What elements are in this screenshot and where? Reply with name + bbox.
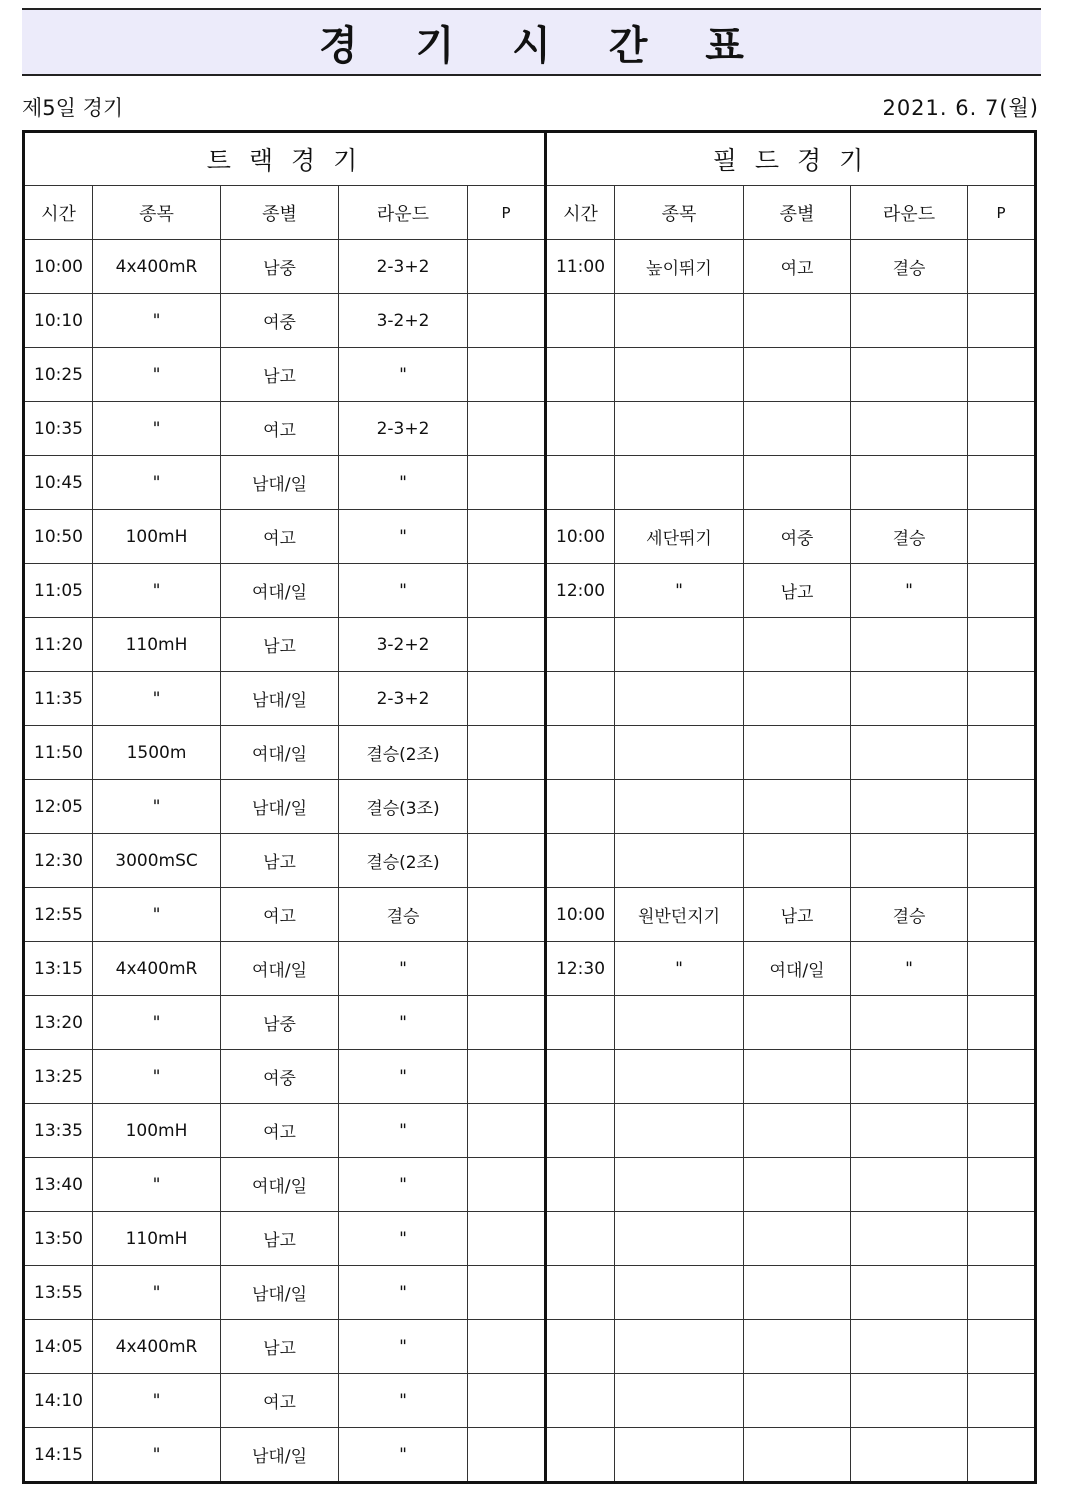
field-time-cell: 12:30 — [546, 942, 615, 996]
field-p-cell — [968, 510, 1036, 564]
track-event-cell: " — [93, 1428, 221, 1483]
field-p-cell — [968, 1158, 1036, 1212]
track-p-cell — [468, 780, 546, 834]
track-header-event: 종목 — [93, 186, 221, 240]
track-class-cell: 남대/일 — [221, 1266, 339, 1320]
field-round-cell — [851, 1050, 968, 1104]
track-round-cell: " — [339, 1320, 468, 1374]
field-round-cell — [851, 996, 968, 1050]
field-p-cell — [968, 294, 1036, 348]
field-event-cell — [615, 1320, 744, 1374]
track-p-cell — [468, 942, 546, 996]
track-event-cell: 110mH — [93, 1212, 221, 1266]
field-event-cell: 원반던지기 — [615, 888, 744, 942]
field-round-cell: " — [851, 942, 968, 996]
track-round-cell: " — [339, 996, 468, 1050]
track-event-cell: " — [93, 564, 221, 618]
field-event-cell — [615, 402, 744, 456]
field-p-cell — [968, 240, 1036, 294]
track-event-cell: 4x400mR — [93, 1320, 221, 1374]
track-p-cell — [468, 348, 546, 402]
field-p-cell — [968, 726, 1036, 780]
track-event-cell: " — [93, 1050, 221, 1104]
field-time-cell — [546, 1104, 615, 1158]
track-p-cell — [468, 1374, 546, 1428]
field-class-cell: 여대/일 — [744, 942, 851, 996]
field-class-cell — [744, 1266, 851, 1320]
field-p-cell — [968, 1104, 1036, 1158]
field-event-cell — [615, 618, 744, 672]
track-p-cell — [468, 1212, 546, 1266]
track-time-cell: 13:50 — [24, 1212, 93, 1266]
track-class-cell: 여고 — [221, 510, 339, 564]
table-row — [24, 1104, 1036, 1158]
field-class-cell — [744, 1158, 851, 1212]
track-time-cell: 10:10 — [24, 294, 93, 348]
table-row — [24, 1374, 1036, 1428]
track-round-cell: " — [339, 1104, 468, 1158]
field-event-cell — [615, 294, 744, 348]
field-class-cell — [744, 456, 851, 510]
track-round-cell: " — [339, 942, 468, 996]
table-row — [24, 726, 1036, 780]
track-time-cell: 10:00 — [24, 240, 93, 294]
field-round-cell: 결승 — [851, 510, 968, 564]
field-round-cell — [851, 780, 968, 834]
track-round-cell: " — [339, 1266, 468, 1320]
section-header-row — [24, 132, 1036, 186]
track-time-cell: 13:55 — [24, 1266, 93, 1320]
field-class-cell — [744, 294, 851, 348]
track-event-cell: " — [93, 780, 221, 834]
track-event-cell: " — [93, 456, 221, 510]
field-time-cell — [546, 402, 615, 456]
track-event-cell: 100mH — [93, 1104, 221, 1158]
track-round-cell: " — [339, 1374, 468, 1428]
field-class-cell — [744, 618, 851, 672]
field-round-cell — [851, 402, 968, 456]
table-row — [24, 996, 1036, 1050]
track-time-cell: 13:20 — [24, 996, 93, 1050]
table-row — [24, 942, 1036, 996]
track-event-cell: " — [93, 294, 221, 348]
track-event-cell: " — [93, 996, 221, 1050]
track-round-cell: 3-2+2 — [339, 618, 468, 672]
field-event-cell — [615, 996, 744, 1050]
field-class-cell — [744, 1050, 851, 1104]
track-class-cell: 남대/일 — [221, 456, 339, 510]
field-class-cell — [744, 1428, 851, 1483]
table-row — [24, 1050, 1036, 1104]
field-time-cell: 10:00 — [546, 888, 615, 942]
field-time-cell — [546, 996, 615, 1050]
track-round-cell: " — [339, 564, 468, 618]
track-time-cell: 10:50 — [24, 510, 93, 564]
field-class-cell — [744, 1320, 851, 1374]
track-class-cell: 남중 — [221, 240, 339, 294]
field-class-cell: 남고 — [744, 888, 851, 942]
field-p-cell — [968, 834, 1036, 888]
field-p-cell — [968, 618, 1036, 672]
track-p-cell — [468, 726, 546, 780]
field-time-cell — [546, 294, 615, 348]
field-p-cell — [968, 456, 1036, 510]
field-p-cell — [968, 672, 1036, 726]
track-class-cell: 여대/일 — [221, 1158, 339, 1212]
field-time-cell — [546, 834, 615, 888]
table-row — [24, 618, 1036, 672]
track-header-p: P — [468, 186, 546, 240]
track-round-cell: 2-3+2 — [339, 402, 468, 456]
track-p-cell — [468, 888, 546, 942]
field-class-cell: 여중 — [744, 510, 851, 564]
track-class-cell: 여중 — [221, 294, 339, 348]
field-time-cell — [546, 1212, 615, 1266]
track-time-cell: 10:25 — [24, 348, 93, 402]
track-event-cell: " — [93, 672, 221, 726]
track-event-cell: " — [93, 1266, 221, 1320]
track-class-cell: 남대/일 — [221, 780, 339, 834]
field-header-event: 종목 — [615, 186, 744, 240]
track-round-cell: 2-3+2 — [339, 672, 468, 726]
track-event-cell: " — [93, 1374, 221, 1428]
field-p-cell — [968, 1374, 1036, 1428]
field-time-cell: 12:00 — [546, 564, 615, 618]
table-row — [24, 348, 1036, 402]
track-round-cell: " — [339, 1158, 468, 1212]
track-event-cell: 4x400mR — [93, 240, 221, 294]
track-event-cell: 1500m — [93, 726, 221, 780]
track-time-cell: 12:30 — [24, 834, 93, 888]
track-time-cell: 12:55 — [24, 888, 93, 942]
field-round-cell — [851, 1104, 968, 1158]
track-header-time: 시간 — [24, 186, 93, 240]
field-class-cell — [744, 348, 851, 402]
field-class-cell — [744, 780, 851, 834]
track-p-cell — [468, 294, 546, 348]
field-class-cell — [744, 402, 851, 456]
track-time-cell: 13:40 — [24, 1158, 93, 1212]
field-time-cell — [546, 1050, 615, 1104]
track-p-cell — [468, 996, 546, 1050]
field-p-cell — [968, 996, 1036, 1050]
field-time-cell — [546, 348, 615, 402]
field-p-cell — [968, 888, 1036, 942]
track-time-cell: 13:35 — [24, 1104, 93, 1158]
track-class-cell: 여고 — [221, 1104, 339, 1158]
field-event-cell — [615, 1104, 744, 1158]
table-row — [24, 672, 1036, 726]
field-class-cell: 남고 — [744, 564, 851, 618]
track-round-cell: " — [339, 1428, 468, 1483]
track-p-cell — [468, 618, 546, 672]
date-label: 2021. 6. 7(월) — [882, 96, 1039, 120]
field-event-cell: 세단뛰기 — [615, 510, 744, 564]
table-row — [24, 564, 1036, 618]
track-section-title: 트 랙 경 기 — [24, 132, 546, 186]
field-p-cell — [968, 1050, 1036, 1104]
field-round-cell — [851, 348, 968, 402]
track-p-cell — [468, 1158, 546, 1212]
field-p-cell — [968, 1212, 1036, 1266]
field-p-cell — [968, 1320, 1036, 1374]
field-p-cell — [968, 348, 1036, 402]
field-time-cell — [546, 1374, 615, 1428]
field-round-cell — [851, 834, 968, 888]
field-round-cell: " — [851, 564, 968, 618]
field-time-cell — [546, 456, 615, 510]
field-time-cell — [546, 780, 615, 834]
track-time-cell: 12:05 — [24, 780, 93, 834]
track-p-cell — [468, 1050, 546, 1104]
field-header-class: 종별 — [744, 186, 851, 240]
track-round-cell: " — [339, 348, 468, 402]
title-band — [22, 8, 1041, 76]
field-time-cell — [546, 618, 615, 672]
track-time-cell: 10:45 — [24, 456, 93, 510]
track-time-cell: 11:35 — [24, 672, 93, 726]
table-row — [24, 1320, 1036, 1374]
track-time-cell: 13:25 — [24, 1050, 93, 1104]
schedule-rows — [24, 240, 1036, 1483]
field-class-cell — [744, 726, 851, 780]
track-p-cell — [468, 672, 546, 726]
track-class-cell: 남고 — [221, 834, 339, 888]
table-row — [24, 294, 1036, 348]
track-p-cell — [468, 402, 546, 456]
track-event-cell: 4x400mR — [93, 942, 221, 996]
track-class-cell: 남대/일 — [221, 672, 339, 726]
table-row — [24, 240, 1036, 294]
track-class-cell: 여고 — [221, 402, 339, 456]
field-class-cell — [744, 1374, 851, 1428]
field-p-cell — [968, 564, 1036, 618]
field-time-cell: 10:00 — [546, 510, 615, 564]
field-round-cell — [851, 1428, 968, 1483]
track-header-round: 라운드 — [339, 186, 468, 240]
track-p-cell — [468, 240, 546, 294]
track-round-cell: " — [339, 456, 468, 510]
field-event-cell — [615, 726, 744, 780]
field-class-cell — [744, 672, 851, 726]
track-p-cell — [468, 834, 546, 888]
field-p-cell — [968, 1428, 1036, 1483]
track-time-cell: 11:20 — [24, 618, 93, 672]
track-event-cell: " — [93, 402, 221, 456]
field-event-cell — [615, 1428, 744, 1483]
field-round-cell — [851, 1212, 968, 1266]
track-event-cell: " — [93, 348, 221, 402]
day-label: 제5일 경기 — [22, 96, 124, 120]
track-event-cell: 3000mSC — [93, 834, 221, 888]
field-event-cell — [615, 1158, 744, 1212]
field-round-cell — [851, 1158, 968, 1212]
track-class-cell: 남중 — [221, 996, 339, 1050]
field-round-cell — [851, 1320, 968, 1374]
track-p-cell — [468, 564, 546, 618]
field-class-cell — [744, 1212, 851, 1266]
table-row — [24, 888, 1036, 942]
field-time-cell — [546, 726, 615, 780]
field-event-cell — [615, 348, 744, 402]
field-event-cell: " — [615, 942, 744, 996]
schedule-table — [22, 130, 1037, 1484]
field-class-cell: 여고 — [744, 240, 851, 294]
field-section-title: 필 드 경 기 — [546, 132, 1036, 186]
field-header-p: P — [968, 186, 1036, 240]
track-class-cell: 여고 — [221, 1374, 339, 1428]
table-row — [24, 402, 1036, 456]
track-event-cell: 110mH — [93, 618, 221, 672]
field-event-cell — [615, 1374, 744, 1428]
field-round-cell — [851, 618, 968, 672]
field-class-cell — [744, 834, 851, 888]
track-event-cell: " — [93, 1158, 221, 1212]
track-time-cell: 10:35 — [24, 402, 93, 456]
track-class-cell: 남고 — [221, 618, 339, 672]
field-round-cell — [851, 726, 968, 780]
track-p-cell — [468, 1320, 546, 1374]
track-class-cell: 남고 — [221, 1212, 339, 1266]
field-round-cell: 결승 — [851, 888, 968, 942]
track-class-cell: 남고 — [221, 348, 339, 402]
table-row — [24, 780, 1036, 834]
table-row — [24, 456, 1036, 510]
table-row — [24, 1212, 1036, 1266]
track-round-cell: 결승(2조) — [339, 726, 468, 780]
page-title: 경 기 시 간 표 — [319, 22, 766, 69]
track-round-cell: 2-3+2 — [339, 240, 468, 294]
track-p-cell — [468, 456, 546, 510]
field-class-cell — [744, 996, 851, 1050]
track-round-cell: " — [339, 1050, 468, 1104]
field-p-cell — [968, 1266, 1036, 1320]
track-class-cell: 여중 — [221, 1050, 339, 1104]
track-event-cell: 100mH — [93, 510, 221, 564]
track-round-cell: " — [339, 1212, 468, 1266]
track-header-class: 종별 — [221, 186, 339, 240]
field-header-time: 시간 — [546, 186, 615, 240]
field-header-round: 라운드 — [851, 186, 968, 240]
field-time-cell — [546, 1428, 615, 1483]
field-event-cell — [615, 456, 744, 510]
field-event-cell: 높이뛰기 — [615, 240, 744, 294]
track-round-cell: 3-2+2 — [339, 294, 468, 348]
track-p-cell — [468, 1104, 546, 1158]
field-round-cell — [851, 456, 968, 510]
field-time-cell: 11:00 — [546, 240, 615, 294]
field-round-cell — [851, 672, 968, 726]
field-time-cell — [546, 1266, 615, 1320]
field-time-cell — [546, 1320, 615, 1374]
field-p-cell — [968, 402, 1036, 456]
track-event-cell: " — [93, 888, 221, 942]
field-event-cell: " — [615, 564, 744, 618]
track-class-cell: 여대/일 — [221, 942, 339, 996]
track-time-cell: 14:05 — [24, 1320, 93, 1374]
field-event-cell — [615, 780, 744, 834]
field-event-cell — [615, 1050, 744, 1104]
track-p-cell — [468, 1428, 546, 1483]
table-row — [24, 834, 1036, 888]
track-class-cell: 남고 — [221, 1320, 339, 1374]
track-p-cell — [468, 510, 546, 564]
track-time-cell: 11:05 — [24, 564, 93, 618]
track-time-cell: 11:50 — [24, 726, 93, 780]
field-p-cell — [968, 942, 1036, 996]
track-p-cell — [468, 1266, 546, 1320]
track-class-cell: 여고 — [221, 888, 339, 942]
field-event-cell — [615, 1212, 744, 1266]
field-event-cell — [615, 672, 744, 726]
track-time-cell: 13:15 — [24, 942, 93, 996]
track-round-cell: 결승(3조) — [339, 780, 468, 834]
field-round-cell — [851, 294, 968, 348]
table-row — [24, 510, 1036, 564]
table-row — [24, 1428, 1036, 1483]
field-time-cell — [546, 672, 615, 726]
table-row — [24, 1266, 1036, 1320]
track-time-cell: 14:10 — [24, 1374, 93, 1428]
track-round-cell: " — [339, 510, 468, 564]
track-round-cell: 결승 — [339, 888, 468, 942]
field-event-cell — [615, 1266, 744, 1320]
field-round-cell — [851, 1374, 968, 1428]
field-event-cell — [615, 834, 744, 888]
track-time-cell: 14:15 — [24, 1428, 93, 1483]
table-row — [24, 1158, 1036, 1212]
track-class-cell: 여대/일 — [221, 726, 339, 780]
field-class-cell — [744, 1104, 851, 1158]
column-header-row — [24, 186, 1036, 240]
track-class-cell: 여대/일 — [221, 564, 339, 618]
field-round-cell — [851, 1266, 968, 1320]
track-round-cell: 결승(2조) — [339, 834, 468, 888]
track-class-cell: 남대/일 — [221, 1428, 339, 1483]
field-p-cell — [968, 780, 1036, 834]
field-time-cell — [546, 1158, 615, 1212]
field-round-cell: 결승 — [851, 240, 968, 294]
